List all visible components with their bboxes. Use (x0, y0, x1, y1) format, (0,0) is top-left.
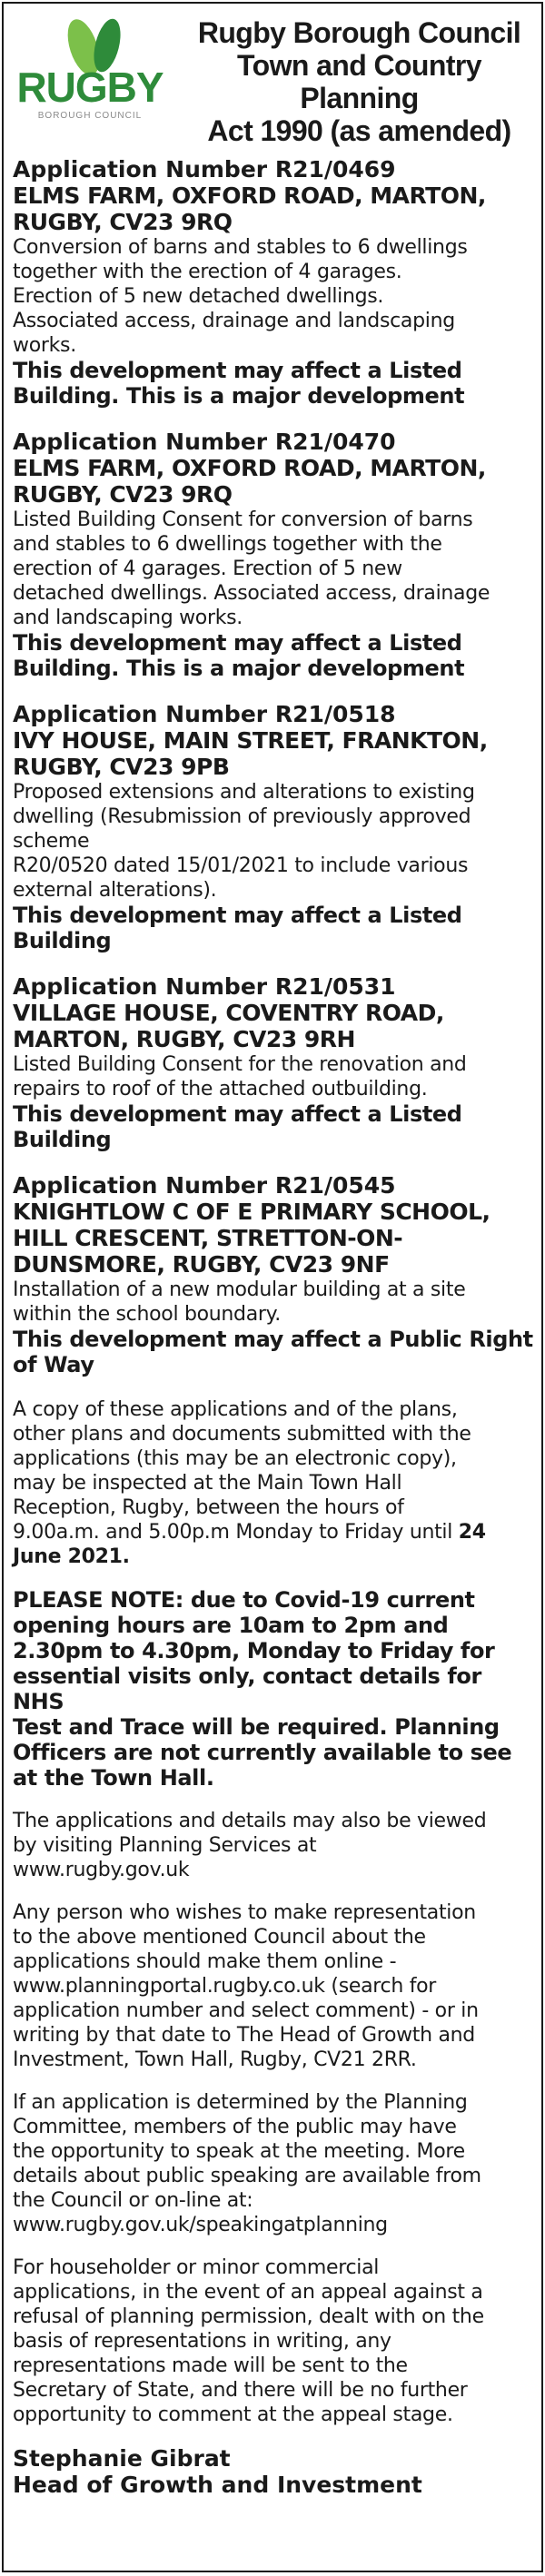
application-address: VILLAGE HOUSE, COVENTRY ROAD, MARTON, RUGBY, CV23 9RH (13, 1000, 444, 1052)
signatory-title: Head of Growth and Investment (13, 2472, 422, 2498)
application-number: Application Number R21/0518 (13, 701, 396, 727)
application-number: Application Number R21/0545 (13, 1172, 396, 1199)
act-year: Act 1990 (as amended) (207, 114, 511, 147)
speaking-at-planning-link[interactable]: www.rugby.gov.uk/speakingatplanning (13, 2214, 388, 2236)
application-address: ELMS FARM, OXFORD ROAD, MARTON, RUGBY, CV23 9RQ (13, 183, 486, 235)
application-number: Application Number R21/0470 (13, 429, 396, 455)
application-description: Proposed extensions and alterations to existing dwelling (Resubmission of previously approved scheme R20/0520 dated 15/01/2021 to include various external alterations). (13, 781, 475, 902)
application-entry (13, 156, 533, 409)
act-name: Town and Country Planning (237, 49, 481, 114)
application-warning: This development may affect a Listed Building (13, 1101, 462, 1152)
signatory-name: Stephanie Gibrat (13, 2445, 231, 2472)
signature-block (13, 2445, 533, 2498)
planning-portal-link[interactable]: www.planningportal.rugby.co.uk (search for (13, 1975, 437, 1998)
application-entry (13, 973, 533, 1152)
rugby-borough-council-logo (13, 11, 185, 156)
deadline-month: June 2021. (13, 1545, 130, 1568)
application-warning: This development may affect a Listed Building. This is a major development (13, 358, 465, 409)
online-view-paragraph: The applications and details may also be viewed by visiting Planning Services at www.rugby.gov.uk (13, 1809, 533, 1882)
public-notice (2, 2, 543, 2572)
rugby-website-link[interactable]: www.rugby.gov.uk (13, 1859, 190, 1881)
representation-paragraph: Any person who wishes to make representation to the above mentioned Council about the applications should make them online - www.planningportal.rugby.co.uk (search for application number and select comment) - or in writing by that date to The Head of Growth and Investment, Town Hall, Rugby, CV21 2RR. (13, 1900, 533, 2072)
application-warning: This development may affect a Listed Building. This is a major development (13, 630, 465, 681)
application-address: IVY HOUSE, MAIN STREET, FRANKTON, RUGBY, CV23 9PB (13, 727, 488, 780)
logo-wordmark: RUGBY (16, 64, 164, 111)
inspection-paragraph: A copy of these applications and of the plans, other plans and documents submitted with the applications (this may be an electronic copy), may be inspected at the Main Town Hall Reception, Rugby, between the hours of 9.00a.m. and 5.00p.m Monday to Friday until 24 June 2021. (13, 1398, 486, 1568)
application-entry (13, 701, 533, 953)
application-description: Installation of a new modular building at a site within the school boundary. (13, 1278, 466, 1326)
notice-header (13, 11, 533, 156)
appeals-paragraph: For householder or minor commercial applications, in the event of an appeal against a refusal of planning permission, dealt with on the basis of representations in writing, any representations made will be sent to the Secretary of State, and there will be no further opportunity to comment at the appeal stage. (13, 2256, 484, 2426)
application-description: Listed Building Consent for the renovation and repairs to roof of the attached outbuilding. (13, 1053, 467, 1100)
application-warning: This development may affect a Listed Building (13, 903, 462, 953)
notice-title (185, 11, 533, 147)
logo-subtext: BOROUGH COUNCIL (37, 111, 143, 121)
application-warning: This development may affect a Public Right of Way (13, 1327, 533, 1377)
deadline-day: 24 (458, 1521, 486, 1544)
application-number: Application Number R21/0531 (13, 973, 396, 1000)
committee-paragraph: If an application is determined by the Planning Committee, members of the public may have the opportunity to speak at the meeting. More details about public speaking are available from the Council or on-line at: www.rugby.gov.uk/speakingatplanning (13, 2090, 533, 2237)
application-number: Application Number R21/0469 (13, 156, 396, 183)
council-name: Rugby Borough Council (197, 16, 521, 49)
application-address: ELMS FARM, OXFORD ROAD, MARTON, RUGBY, CV23 9RQ (13, 455, 486, 508)
application-description: Listed Building Consent for conversion of barns and stables to 6 dwellings together with the erection of 4 garages. Erection of 5 new detached dwellings. Associated access, drainage and landscaping works. (13, 508, 490, 629)
application-description: Conversion of barns and stables to 6 dwellings together with the erection of 4 garages. Erection of 5 new detached dwellings. Associated access, drainage and landscaping works. (13, 236, 468, 357)
application-address: KNIGHTLOW C OF E PRIMARY SCHOOL, HILL CRESCENT, STRETTON-ON- DUNSMORE, RUGBY, CV23 9NF (13, 1199, 490, 1278)
covid-note: PLEASE NOTE: due to Covid-19 current opening hours are 10am to 2pm and 2.30pm to 4.30pm, Monday to Friday for essential visits only, contact details for NHS Test and Trace will be required. Planning Officers are not currently available to see at the Town Hall. (13, 1587, 512, 1791)
application-entry (13, 1172, 533, 1377)
application-entry (13, 429, 533, 681)
